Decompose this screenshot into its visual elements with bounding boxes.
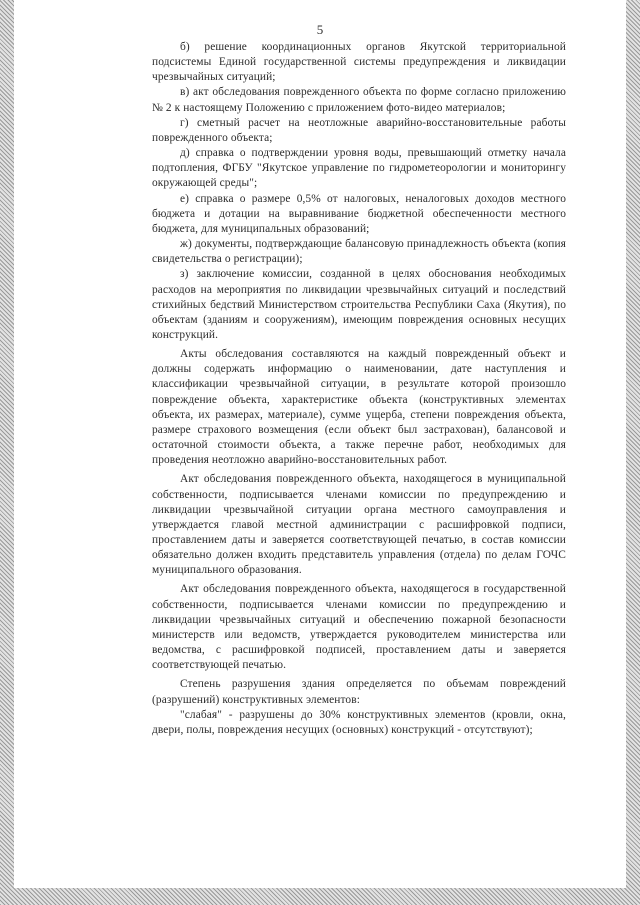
list-item-e: е) справка о размере 0,5% от налоговых, неналоговых доходов местного бюджета и дотации на выравнивание бюджетной обеспеченности местного бюджета, для муниципальных образований; (152, 192, 566, 235)
paragraph-survey-acts: Акты обследования составляются на каждый поврежденный объект и должны содержать информацию о наименовании, дате наступления и классификации чрезвычайной ситуации, в результате которой произошло повреждение объекта, характеристике объекта (конструктивных элементах объекта, их размерах, материале), сумме ущерба, степени повреждения объекта, размере страхового возмещения (если объект был застрахован), балансовой и остаточной стоимости объекта, а также перечне работ, необходимых для проведения неотложно аварийно-восстановительных работ. (152, 348, 566, 467)
list-item-zh: ж) документы, подтверждающие балансовую принадлежность объекта (копия свидетельства о регистрации); (152, 238, 566, 266)
paragraph-state-property: Акт обследования поврежденного объекта, находящегося в государственной собственности, подписывается членами комиссии по предупреждению и ликвидации чрезвычайных ситуаций и обеспечению пожарной безопасности министерств или ведомств, утверждается руководителем министерства или ведомства, с расшифровкой подписей, проставлением даты и заверяется соответствующей печатью. (152, 583, 566, 672)
list-item-z: з) заключение комиссии, созданной в целях обоснования необходимых расходов на мероприятия по ликвидации чрезвычайных ситуаций и последствий стихийных бедствий Министерством строительства Республики Саха (Якутия), по объектам (зданиям и сооружениям), имеющим повреждения основных несущих конструкций. (152, 268, 566, 341)
list-item-v: в) акт обследования поврежденного объекта по форме согласно приложению № 2 к настоящему Положению с приложением фото-видео материалов; (152, 86, 566, 114)
document-body (152, 40, 566, 738)
document-sheet (14, 0, 626, 888)
paragraph-weak-damage: "слабая" - разрушены до 30% конструктивных элементов (кровли, окна, двери, полы, повреждения несущих (основных) конструкций - отсутствуют); (152, 708, 566, 736)
paragraph-damage-degree: Степень разрушения здания определяется по объемам повреждений (разрушений) конструктивных элементов: (152, 678, 566, 706)
page-number: 5 (316, 22, 324, 37)
list-item-g: г) сметный расчет на неотложные аварийно-восстановительные работы поврежденного объекта; (152, 116, 566, 144)
list-item-b: б) решение координационных органов Якутской территориальной подсистемы Единой государственной системы предупреждения и ликвидации чрезвычайных ситуаций; (152, 41, 566, 84)
list-item-d: д) справка о подтверждении уровня воды, превышающий отметку начала подтопления, ФГБУ "Якутское управление по гидрометеорологии и мониторингу окружающей среды"; (152, 147, 566, 190)
paragraph-municipal-property: Акт обследования поврежденного объекта, находящегося в муниципальной собственности, подписывается членами комиссии по предупреждению и ликвидации чрезвычайной ситуации органа местного самоуправления и утверждается главой местной администрации с расшифровкой подписи, проставлением даты и заверяется соответствующей печатью, в состав комиссии обязательно должен входить представитель управления (отдела) по делам ГОЧС муниципального образования. (152, 473, 566, 577)
